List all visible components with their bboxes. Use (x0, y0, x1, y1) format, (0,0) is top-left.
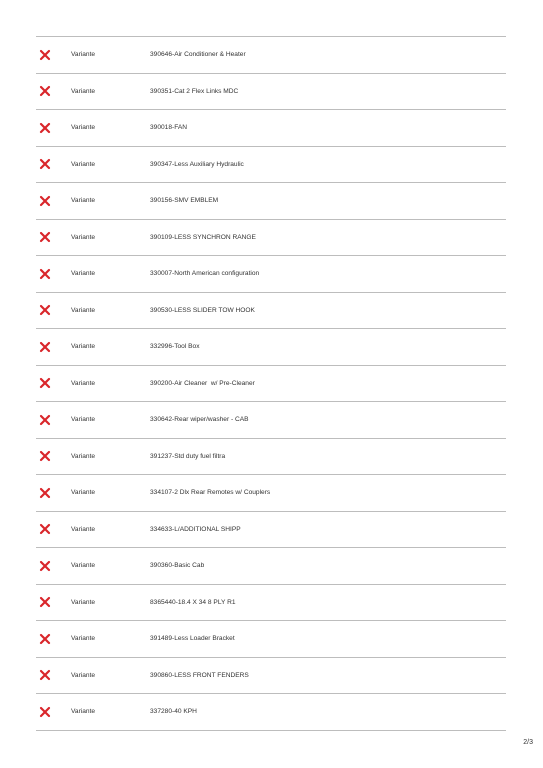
list-item (36, 293, 506, 330)
variant-description: 390530-LESS SLIDER TOW HOOK (150, 306, 255, 314)
list-item (36, 402, 506, 439)
variant-type: Variante (71, 343, 96, 351)
variant-type: Variante (71, 525, 96, 533)
variant-type: Variante (71, 598, 96, 606)
variant-type: Variante (71, 124, 96, 132)
list-item (36, 37, 506, 74)
list-item (36, 110, 506, 147)
variant-type: Variante (71, 489, 96, 497)
x-mark-icon (38, 595, 52, 609)
variant-type: Variante (71, 87, 96, 95)
list-item (36, 220, 506, 257)
variant-type: Variante (71, 671, 96, 679)
variant-type: Variante (71, 160, 96, 168)
x-mark-icon (38, 522, 52, 536)
x-mark-icon (38, 48, 52, 62)
x-mark-icon (38, 486, 52, 500)
variant-description: 330642-Rear wiper/washer - CAB (150, 416, 249, 424)
variant-description: 390360-Basic Cab (150, 562, 205, 570)
list-item (36, 329, 506, 366)
variant-type: Variante (71, 379, 96, 387)
variant-type: Variante (71, 233, 96, 241)
list-item (36, 74, 506, 111)
x-mark-icon (38, 632, 52, 646)
variant-type: Variante (71, 51, 96, 59)
variant-type: Variante (71, 635, 96, 643)
list-item (36, 694, 506, 731)
x-mark-icon (38, 413, 52, 427)
variant-description: 8365440-18.4 X 34 8 PLY R1 (150, 598, 236, 606)
variant-description: 390860-LESS FRONT FENDERS (150, 671, 249, 679)
variant-type: Variante (71, 416, 96, 424)
x-mark-icon (38, 340, 52, 354)
list-item (36, 256, 506, 293)
list-item (36, 585, 506, 622)
x-mark-icon (38, 376, 52, 390)
x-mark-icon (38, 267, 52, 281)
variant-type: Variante (71, 708, 96, 716)
list-item (36, 475, 506, 512)
x-mark-icon (38, 121, 52, 135)
list-item (36, 658, 506, 695)
list-item (36, 439, 506, 476)
variant-type: Variante (71, 197, 96, 205)
variant-list (36, 36, 506, 731)
variant-description: 334107-2 Dlx Rear Remotes w/ Couplers (150, 489, 271, 497)
list-item (36, 183, 506, 220)
list-item (36, 548, 506, 585)
variant-type: Variante (71, 306, 96, 314)
list-item (36, 621, 506, 658)
variant-description: 330007-North American configuration (150, 270, 260, 278)
variant-description: 334633-L/ADDITIONAL SHIPP (150, 525, 241, 533)
page-number: 2/3 (523, 739, 533, 746)
variant-description: 390351-Cat 2 Flex Links MDC (150, 87, 239, 95)
x-mark-icon (38, 194, 52, 208)
variant-description: 332996-Tool Box (150, 343, 200, 351)
variant-description: 337280-40 KPH (150, 708, 197, 716)
variant-description: 391237-Std duty fuel filtra (150, 452, 226, 460)
x-mark-icon (38, 303, 52, 317)
variant-type: Variante (71, 270, 96, 278)
list-item (36, 147, 506, 184)
x-mark-icon (38, 559, 52, 573)
variant-description: 390347-Less Auxiliary Hydraulic (150, 160, 244, 168)
variant-type: Variante (71, 452, 96, 460)
x-mark-icon (38, 668, 52, 682)
list-item (36, 366, 506, 403)
variant-type: Variante (71, 562, 96, 570)
x-mark-icon (38, 230, 52, 244)
x-mark-icon (38, 705, 52, 719)
variant-description: 390200-Air Cleaner w/ Pre-Cleaner (150, 379, 255, 387)
variant-description: 390109-LESS SYNCHRON RANGE (150, 233, 256, 241)
list-item (36, 512, 506, 549)
x-mark-icon (38, 84, 52, 98)
variant-description: 390646-Air Conditioner & Heater (150, 51, 246, 59)
variant-description: 390018-FAN (150, 124, 188, 132)
x-mark-icon (38, 449, 52, 463)
variant-description: 390156-SMV EMBLEM (150, 197, 219, 205)
x-mark-icon (38, 157, 52, 171)
variant-description: 391489-Less Loader Bracket (150, 635, 235, 643)
